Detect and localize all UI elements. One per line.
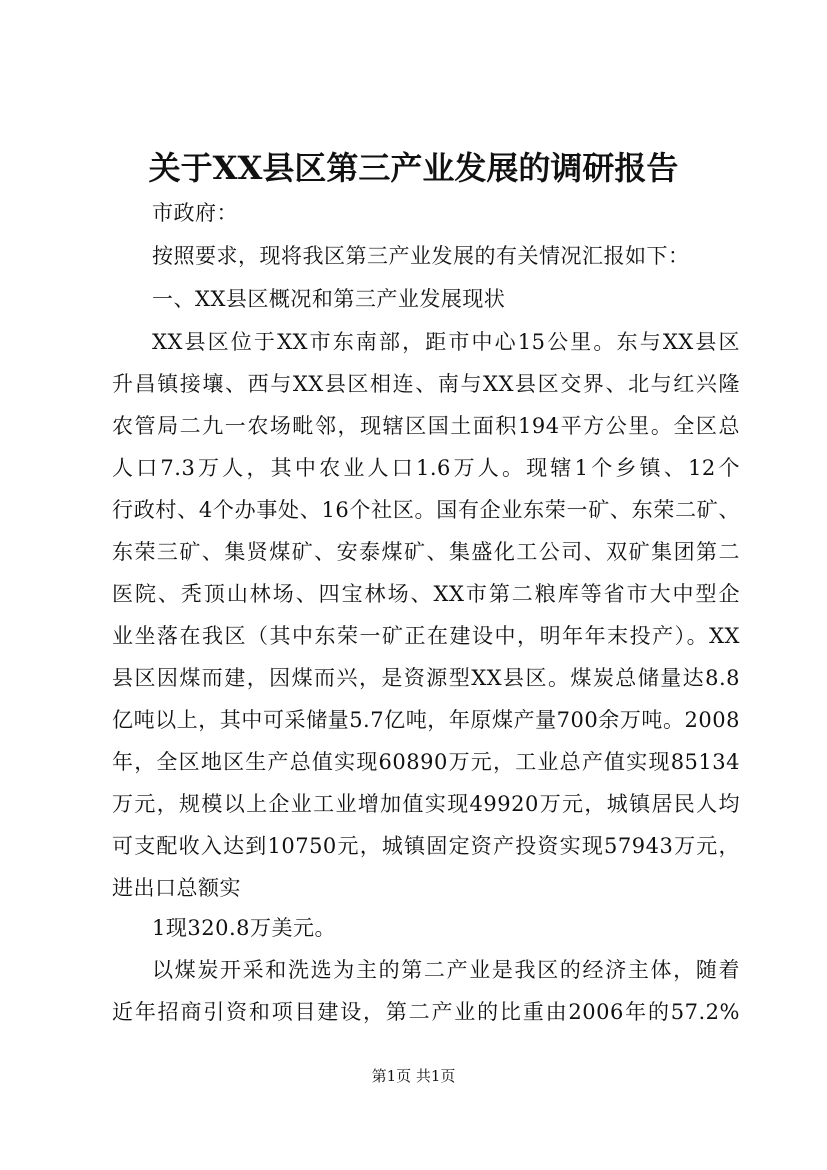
paragraph-line: 1现320.8万美元。: [152, 916, 336, 940]
paragraph-line: 进出口总额实: [112, 876, 241, 900]
paragraph-line: 升昌镇接壤、西与XX县区相连、南与XX县区交界、北与红兴隆: [112, 372, 740, 396]
paragraph-line: 万元，规模以上企业工业增加值实现49920万元，城镇居民人均: [112, 792, 740, 816]
paragraph-line: 人口7.3万人，其中农业人口1.6万人。现辖1个乡镇、12个: [112, 456, 740, 480]
document-title: 关于XX县区第三产业发展的调研报告: [148, 149, 679, 187]
paragraph-line: 业坐落在我区（其中东荣一矿正在建设中，明年年末投产）。XX: [112, 624, 740, 648]
paragraph-line: 农管局二九一农场毗邻，现辖区国土面积194平方公里。全区总: [112, 414, 740, 438]
paragraph-line: 行政村、4个办事处、16个社区。国有企业东荣一矿、东荣二矿、: [112, 498, 740, 522]
paragraph-line: 医院、秃顶山林场、四宝林场、XX市第二粮库等省市大中型企: [112, 582, 740, 606]
paragraph-line: 近年招商引资和项目建设，第二产业的比重由2006年的57.2%: [112, 1000, 740, 1024]
paragraph-line: 可支配收入达到10750元，城镇固定资产投资实现57943万元，: [112, 834, 740, 858]
paragraph-line: 年，全区地区生产总值实现60890万元，工业总产值实现85134: [112, 750, 740, 774]
paragraph-line: 县区因煤而建，因煤而兴，是资源型XX县区。煤炭总储量达8.8: [112, 666, 740, 690]
paragraph-line: 东荣三矿、集贤煤矿、安泰煤矿、集盛化工公司、双矿集团第二: [112, 540, 740, 564]
paragraph-line: XX县区位于XX市东南部，距市中心15公里。东与XX县区: [152, 330, 740, 354]
intro-paragraph: 按照要求，现将我区第三产业发展的有关情况汇报如下：: [152, 244, 690, 268]
paragraph-line: 亿吨以上，其中可采储量5.7亿吨，年原煤产量700余万吨。2008: [112, 708, 740, 732]
page-footer: 第1页 共1页: [371, 1067, 456, 1085]
section-heading: 一、XX县区概况和第三产业发展现状: [152, 287, 506, 311]
salutation: 市政府：: [152, 201, 238, 225]
paragraph-line: 以煤炭开采和洗选为主的第二产业是我区的经济主体，随着: [152, 958, 740, 982]
